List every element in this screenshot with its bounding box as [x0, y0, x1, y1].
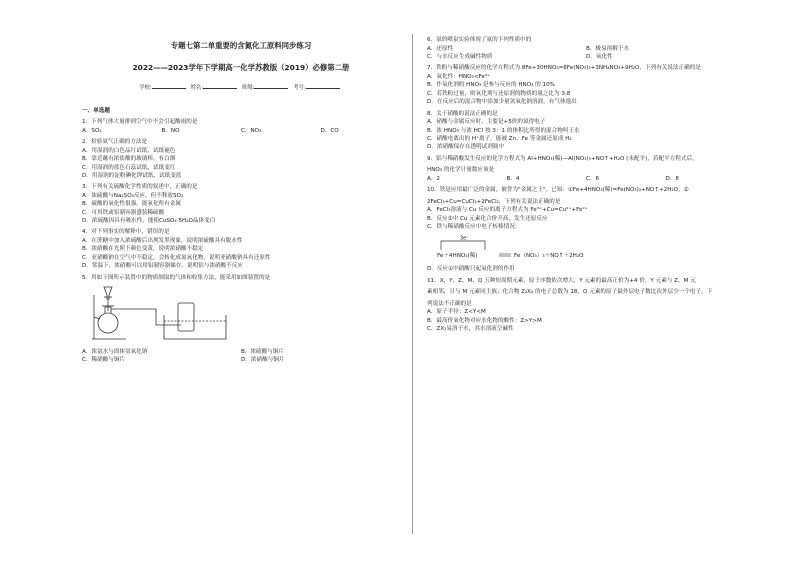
- option[interactable]: D．氧化性: [586, 53, 613, 60]
- student-info-line: [82, 84, 400, 93]
- option[interactable]: C．铁与稀硝酸反应中电子转移情况：: [427, 224, 521, 231]
- option[interactable]: A．FeCl₃溶液与 Cu 反应的离子方程式为 Fe³⁺+Cu=Cu²⁺+Fe²⁺: [427, 207, 588, 214]
- info-blank-school[interactable]: [152, 88, 186, 89]
- info-blank-id[interactable]: [306, 88, 340, 89]
- question-5-options-row1: [82, 348, 400, 356]
- page-subtitle: 2022——2023学年下学期高一化学苏教版（2019）必修第二册: [132, 63, 350, 72]
- electron-count-label: 3e⁻: [460, 235, 469, 242]
- question-11-stem: 11．X、Y、Z、M、Q 五种短周期元素，原子序数依次增大，Y 元素的最高正价为+4 价，Y 元素与 Z、M 元: [427, 277, 696, 284]
- question-5-stem: 5．用如下图所示装置中的物质制取的气体和收集方法，能采用如图装置的是: [82, 274, 271, 281]
- option[interactable]: A．氧化性：HNO₃<Fe³⁺: [427, 73, 491, 80]
- page-title: 专题七第二单重要的含氮化工原料同步练习: [170, 41, 312, 50]
- column-divider: [412, 34, 413, 534]
- left-column: [82, 36, 400, 365]
- option[interactable]: B．反应②中 Cu 元素化合价升高，发生还原反应: [427, 215, 548, 222]
- info-label-name: 姓名:: [190, 85, 204, 91]
- option[interactable]: D．在反应后的混合物中添加少量氢氧化钠溶液，有气体逸出: [427, 99, 577, 106]
- question-6-options-row2: [427, 53, 745, 61]
- option[interactable]: C．6: [586, 175, 600, 182]
- info-label-id: 考号:: [293, 85, 306, 91]
- gas-apparatus-figure: [86, 285, 246, 341]
- section-title: 一、单选题: [82, 107, 110, 114]
- option[interactable]: C．与水反应生成碱性物质: [427, 53, 493, 60]
- equation-right-side: Fe（NO₃）₃＋NO↑＋2H₂O: [514, 252, 584, 259]
- question-6-options-row1: [427, 45, 745, 53]
- question-9-options: [427, 175, 745, 183]
- info-blank-name[interactable]: [203, 88, 237, 89]
- question-5-options-row2: [82, 356, 400, 364]
- option[interactable]: B．浓硫酸与铜片: [241, 348, 284, 355]
- question-10-stem: 10．铁是应用最广泛的金属，被誉为"金属之王"。已知：①Fe+4HNO₃(稀)=Fe(NO₃)₃+NO↑+2H₂O，②: [427, 187, 689, 194]
- question-9-stem-cont: HNO₃ 的化学计量数应该是: [427, 167, 495, 174]
- option[interactable]: B．4: [506, 175, 520, 182]
- question-11-stem-cont2: 列说法不正确的是: [427, 300, 472, 307]
- delivery-tube: [111, 309, 181, 325]
- option[interactable]: A．用湿润的白色品红试纸，试纸褪色: [82, 147, 176, 154]
- option[interactable]: C．NO₂: [241, 127, 262, 134]
- option[interactable]: C．可用铁或铝制容器盛装稀硫酸: [82, 209, 165, 216]
- question-11-stem-cont: 素相邻，且与 M 元素同主族；化合物 Z₂X₄ 的电子总数为 18，Q 元素的原子最外层电子数比次外层少一个电子。下: [427, 289, 713, 296]
- option[interactable]: D．8: [665, 175, 679, 182]
- option[interactable]: D．常温下，浓硝酸可以用铝制容器储存，说明铝与浓硝酸不反应: [82, 263, 243, 270]
- question-7-stem: 7．铁粉与稀硝酸反应的化学方程式为 8Fe+30HNO₃=8Fe(NO₃)₃+3NH₄NO₃+9H₂O，下列有关说法正确的是: [427, 65, 701, 72]
- option[interactable]: A．原子半径：Z<Y<M: [427, 309, 486, 316]
- right-column: [427, 36, 745, 334]
- option[interactable]: C．亚硝酸钠在空气中不稳定，会转化成氮氧化物，说明亚硝酸钠具有还原性: [82, 254, 271, 261]
- question-6-stem: 6．氨的喷泉实验体现了氨的下列性质中的: [427, 37, 532, 43]
- collection-bottle: [178, 303, 194, 331]
- question-2-stem: 2．检验氨气正确的方法是: [82, 139, 148, 146]
- option[interactable]: D．浓硝酸保存在透明试剂瓶中: [427, 144, 505, 151]
- electron-transfer-diagram: [427, 234, 587, 260]
- option[interactable]: B．作氧化剂的 HNO₃ 是参与反应的 HNO₃ 的 10%: [427, 82, 555, 89]
- question-1-options: [82, 127, 400, 135]
- option[interactable]: C．硝酸电离出的 H⁺离子，能被 Zn、Fe 等金属还原成 H₂: [427, 135, 572, 142]
- option[interactable]: C．用湿润的蓝色石蕊试纸，试纸变红: [82, 164, 176, 171]
- water-trough: [164, 315, 226, 339]
- info-blank-class[interactable]: [254, 88, 288, 89]
- question-4-stem: 4．对下列事实的解释中，错误的是: [82, 229, 170, 236]
- option[interactable]: D．CO: [320, 127, 339, 134]
- option[interactable]: D．反应①中硝酸只起氧化剂的作用: [427, 266, 515, 273]
- option[interactable]: B．靠近蘸有浓盐酸的玻璃棒，有白烟: [82, 156, 176, 163]
- question-10-stem-cont: 2FeCl₃+Cu=CuCl₂+2FeCl₂，下列有关说法正确的是: [427, 198, 561, 205]
- question-3-stem: 3．下列有关硫酸化学性质的叙述中，正确的是: [82, 184, 198, 191]
- info-label-class: 班级:: [241, 85, 255, 91]
- option[interactable]: A．SO₂: [82, 127, 102, 134]
- option[interactable]: A．还原性: [427, 45, 454, 52]
- electron-transfer-bracket: [441, 241, 485, 250]
- option[interactable]: A．硝酸与金属反应时，主要是+5价的氮得电子: [427, 119, 546, 126]
- option[interactable]: B．NO: [161, 127, 180, 134]
- option[interactable]: C．稀硝酸与铜片: [82, 357, 126, 364]
- option[interactable]: B．最高价氧化物对应水化物的酸性：Z>Y>M: [427, 317, 542, 324]
- option[interactable]: A．浓氨水与固体氢氧化钠: [82, 348, 148, 355]
- info-label-school: 学校:: [139, 85, 152, 91]
- option[interactable]: A．在蔗糖中加入浓硫酸后出现发黑现象，说明浓硫酸具有脱水性: [82, 238, 243, 245]
- question-8-stem: 8．关于硝酸的说法正确的是: [427, 110, 498, 117]
- option[interactable]: C．ZX₃易溶于水，其水溶液呈碱性: [427, 326, 514, 333]
- option[interactable]: B．硫酸的氧化性很强，能氧化所有金属: [82, 201, 181, 208]
- question-1-stem: 1．下列气体大量排到空气中不会引起酸雨的是: [82, 119, 198, 126]
- option[interactable]: D．浓硝酸与铜片: [241, 357, 285, 364]
- option[interactable]: B．浓硝酸在光照下颜色变黄，说明浓硝酸不稳定: [82, 246, 204, 253]
- option[interactable]: B．浓 HNO₃ 与浓 HCl 按 3：1 的体积比所得的混合物叫王水: [427, 127, 580, 134]
- question-9-stem: 9．铝与稀硝酸发生反应的化学方程式为 Al+HNO₃(稀)—Al(NO₃)₃+NO↑+H₂O (未配平)，若配平方程式后，: [427, 155, 698, 162]
- option[interactable]: B．极易溶解于水: [586, 45, 629, 52]
- option[interactable]: A．浓硫酸与Na₂SO₃反应，但不释放SO₂: [82, 192, 184, 199]
- option[interactable]: C．若铁粉过量，则氧化剂与还原剂的物质的量之比为 3:8: [427, 90, 571, 97]
- option[interactable]: D．用湿润的淀粉碘化钾试纸，试纸变蓝: [82, 172, 182, 179]
- option[interactable]: D．浓硫酸因具有吸水性，能使CuSO₄·5H₂O晶体变白: [82, 218, 216, 225]
- option[interactable]: A．2: [427, 175, 440, 182]
- equation-left-side: Fe＋4HNO₃(稀): [437, 252, 478, 259]
- round-bottom-flask: [98, 313, 118, 333]
